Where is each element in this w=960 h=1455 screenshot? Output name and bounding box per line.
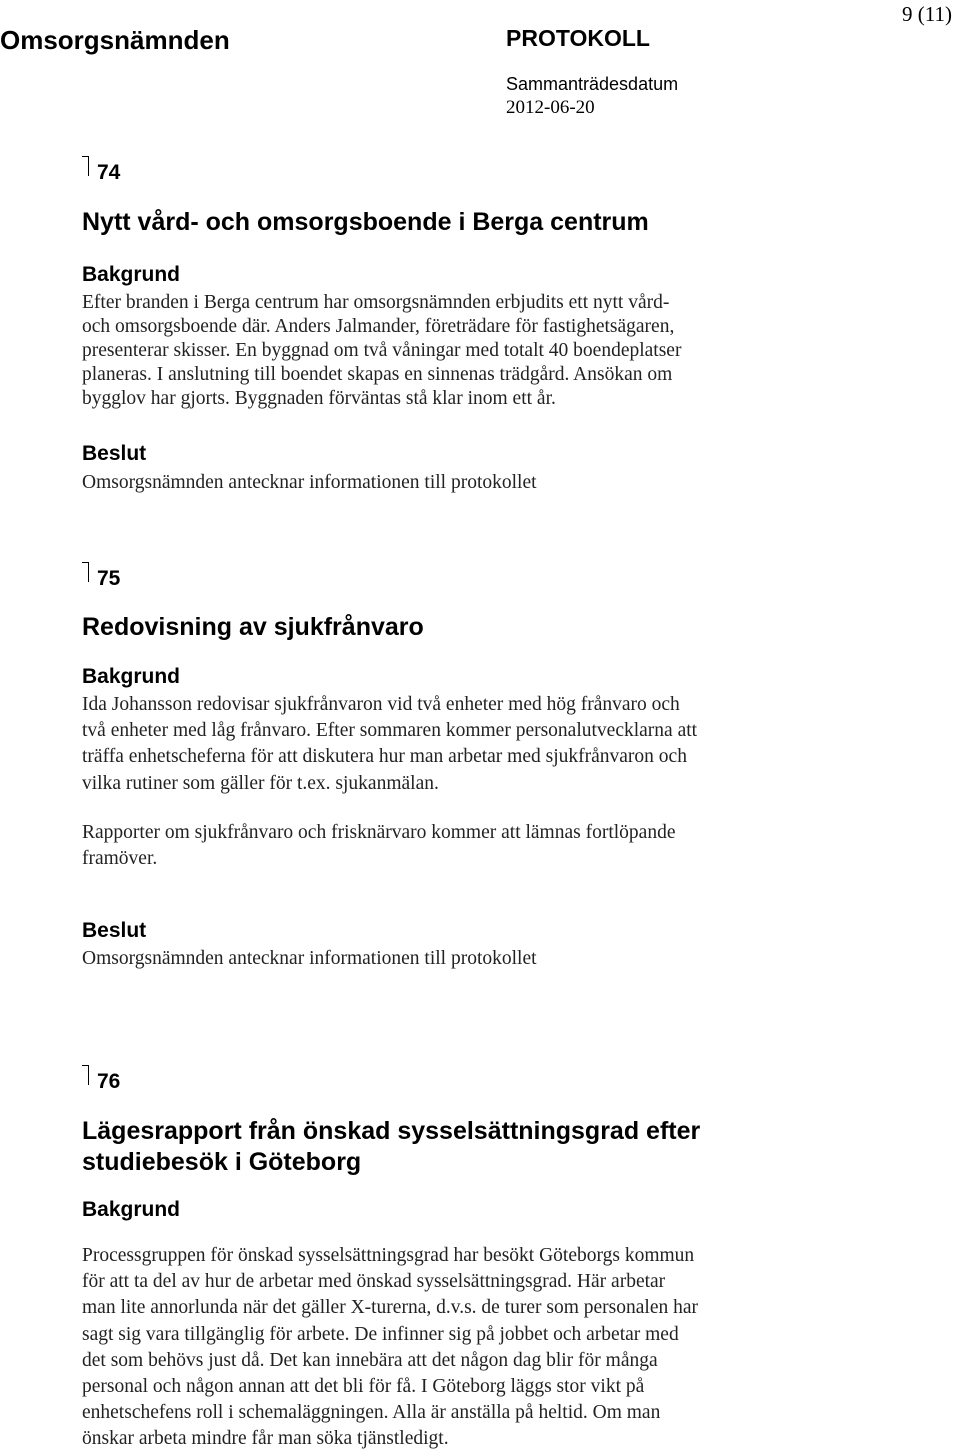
section-74-decision-text (82, 470, 920, 496)
background-line: planeras. I anslutning till boendet skapas en sinnenas trädgård. Ansökan om (82, 364, 673, 385)
section-75-background-text (82, 692, 920, 797)
background-line: framöver. (82, 848, 158, 870)
section-74-decision (82, 441, 920, 467)
section-title: studiebesök i Göteborg (82, 1148, 362, 1176)
background-line: önskar arbeta mindre får man söka tjänstledigt. (82, 1428, 449, 1450)
document-type: PROTOKOLL (506, 25, 650, 51)
section-title: Redovisning av sjukfrånvaro (82, 613, 424, 641)
section-76 (82, 1069, 920, 1095)
background-line: bygglov har gjorts. Byggnaden förväntas stå klar inom ett år. (82, 388, 556, 409)
meeting-date-label: Sammanträdesdatum (506, 74, 679, 94)
background-line: man lite annorlunda när det gäller X-turerna, d.v.s. de turer som personalen har (82, 1297, 699, 1319)
background-line: Rapporter om sjukfrånvaro och frisknärvaro kommer att lämnas fortlöpande (82, 822, 676, 843)
section-74-body (82, 207, 920, 238)
organization-name: Omsorgsnämnden (0, 25, 230, 55)
meeting-date: 2012-06-20 (506, 97, 595, 118)
decision-heading: Beslut (82, 442, 147, 465)
background-heading: Bakgrund (82, 1198, 181, 1221)
page-number: 9 (11) (902, 2, 952, 26)
section-76-background-text (82, 1243, 920, 1453)
background-line: för att ta del av hur de arbetar med önskad sysselsättningsgrad. Här arbetar (82, 1271, 666, 1293)
section-74 (82, 160, 920, 186)
decision-heading: Beslut (82, 919, 147, 942)
background-line: träffa enhetscheferna för att diskutera hur man arbetar med sjukfrånvaron och (82, 746, 687, 768)
section-74-background-text (82, 291, 920, 411)
section-mark-icon (82, 156, 89, 176)
background-line: Ida Johansson redovisar sjukfrånvaron vid två enheter med hög frånvaro och (82, 694, 680, 715)
background-heading: Bakgrund (82, 665, 181, 688)
background-line: Processgruppen för önskad sysselsättningsgrad har besökt Göteborgs kommun (82, 1245, 695, 1266)
section-75 (82, 566, 920, 592)
background-line: presenterar skisser. En byggnad om två våningar med totalt 40 boendeplatser (82, 340, 682, 361)
background-line: enhetschefens roll i schemaläggningen. Alla är anställa på heltid. Om man (82, 1402, 661, 1424)
decision-text: Omsorgsnämnden antecknar informationen till protokollet (82, 948, 537, 969)
background-line: det som behövs just då. Det kan innebära att det någon dag blir för många (82, 1349, 658, 1371)
section-title: Lägesrapport från önskad sysselsättningsgrad efter (82, 1117, 701, 1145)
background-line: Efter branden i Berga centrum har omsorgsnämnden erbjudits ett nytt vård- (82, 292, 670, 313)
section-number: 76 (82, 1069, 920, 1095)
section-number: 74 (82, 160, 920, 186)
section-75-background-text-2 (82, 820, 920, 872)
section-74-background (82, 262, 920, 288)
section-76-body (82, 1116, 920, 1178)
background-line: personal och någon annan att det bli för få. I Göteborg läggs stor vikt på (82, 1376, 645, 1398)
section-mark-icon (82, 1065, 89, 1085)
section-title: Nytt vård- och omsorgsboende i Berga centrum (82, 208, 649, 236)
background-line: vilka rutiner som gäller för t.ex. sjukanmälan. (82, 772, 439, 794)
background-line: sagt sig vara tillgänglig för arbete. De infinner sig på jobbet och arbetar med (82, 1323, 679, 1345)
section-mark-icon (82, 562, 89, 582)
section-75-background (82, 664, 920, 690)
section-76-background (82, 1197, 920, 1223)
section-75-decision-text (82, 946, 920, 972)
section-75-decision (82, 918, 920, 944)
section-75-body (82, 612, 920, 643)
background-line: två enheter med låg frånvaro. Efter sommaren kommer personalutvecklarna att (82, 720, 698, 742)
background-line: och omsorgsboende där. Anders Jalmander, företrädare för fastighetsägaren, (82, 316, 675, 337)
section-number: 75 (82, 566, 920, 592)
background-heading: Bakgrund (82, 263, 181, 286)
decision-text: Omsorgsnämnden antecknar informationen till protokollet (82, 472, 537, 493)
